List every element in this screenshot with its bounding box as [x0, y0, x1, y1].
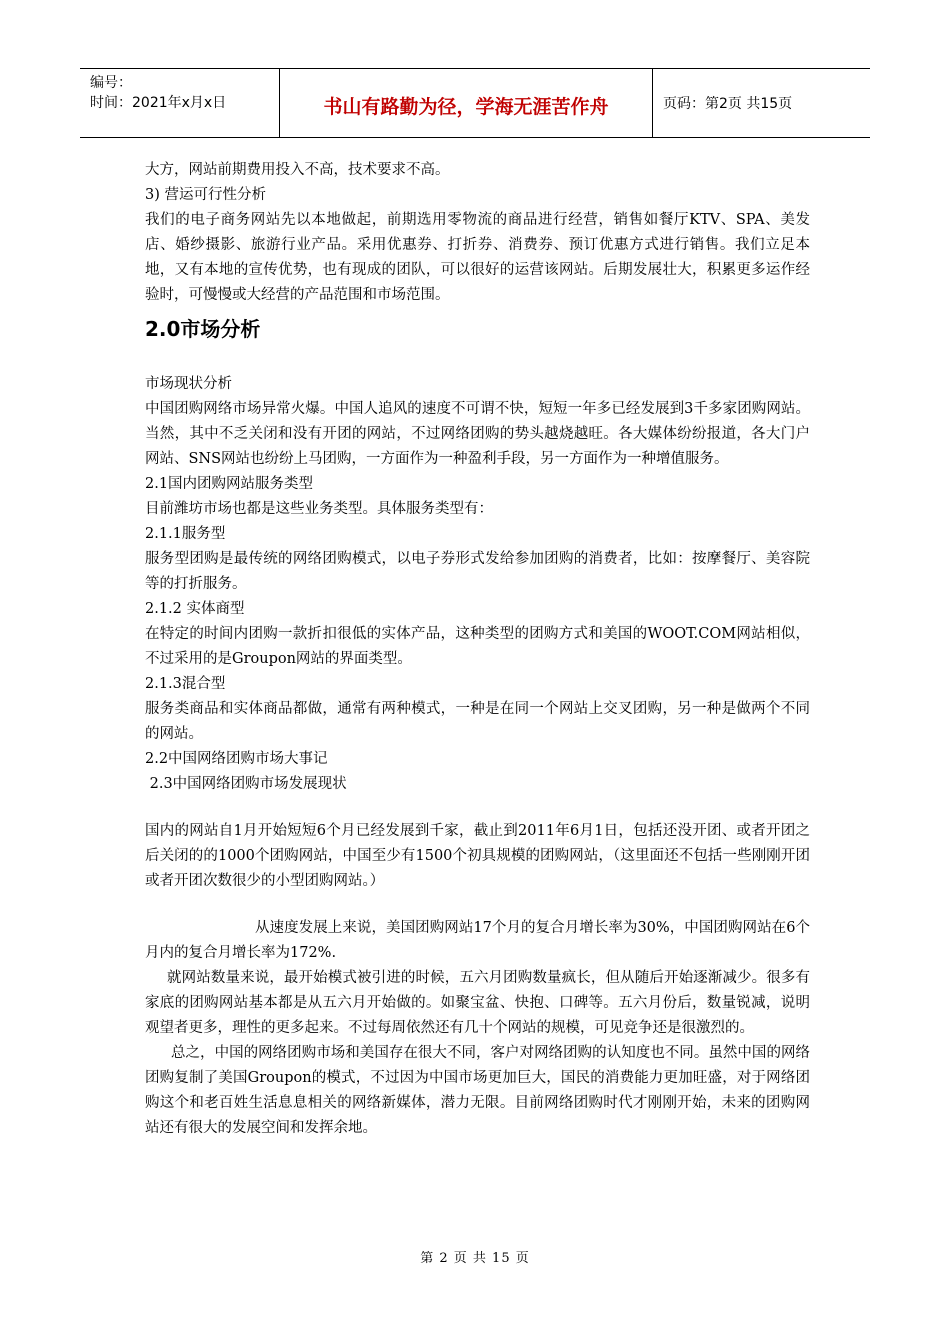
paragraph: 服务类商品和实体商品都做，通常有两种模式，一种是在同一个网站上交叉团购，另一种是做两个不同的网站。	[145, 701, 810, 742]
document-header	[80, 68, 870, 138]
header-motto: 书山有路勤为径，学海无涯苦作舟	[280, 69, 653, 137]
paragraph: 服务型团购是最传统的网络团购模式，以电子券形式发给参加团购的消费者，比如：按摩餐厅、美容院等的打折服务。	[145, 551, 810, 592]
section-subheading: 2.2中国网络团购市场大事记	[145, 751, 328, 767]
section-subheading: 2.1国内团购网站服务类型	[145, 476, 314, 492]
paragraph: 中国团购网络市场异常火爆。中国人追风的速度不可谓不快，短短一年多已经发展到3千多家团购网站。当然，其中不乏关闭和没有开团的网站，不过网络团购的势头越烧越旺。各大媒体纷纷报道，各大门户网站、SNS网站也纷纷上马团购，一方面作为一种盈利手段，另一方面作为一种增值服务。	[145, 401, 810, 467]
paragraph: 大方，网站前期费用投入不高，技术要求不高。	[145, 162, 450, 178]
header-page-info: 页码：第2页 共15页	[663, 96, 793, 112]
section-subheading: 2.1.3混合型	[145, 676, 226, 692]
page-footer: 第 2 页 共 15 页	[420, 1251, 530, 1266]
number-label: 编号：	[90, 75, 132, 91]
paragraph: 就网站数量来说，最开始模式被引进的时候，五六月团购数量疯长，但从随后开始逐渐减少。很多有家底的团购网站基本都是从五六月开始做的。如聚宝盆、快抱、口碑等。五六月份后，数量锐减，说明观望者更多，理性的更多起来。不过每周依然还有几十个网站的规模，可见竞争还是很激烈的。	[145, 970, 810, 1036]
document-body	[145, 158, 810, 1141]
section-subheading: 2.3中国网络团购市场发展现状	[145, 776, 347, 792]
paragraph: 我们的电子商务网站先以本地做起，前期选用零物流的商品进行经营，销售如餐厅KTV、SPA、美发店、婚纱摄影、旅游行业产品。采用优惠券、打折券、消费券、预订优惠方式进行销售。我们立足本地，又有本地的宣传优势，也有现成的团队，可以很好的运营该网站。后期发展壮大，积累更多运作经验时，可慢慢或大经营的产品范围和市场范围。	[145, 212, 810, 303]
spacer	[145, 894, 810, 916]
section-subheading: 3) 营运可行性分析	[145, 187, 266, 203]
spacer	[145, 797, 810, 819]
header-meta-cell	[80, 69, 280, 137]
paragraph: 目前潍坊市场也都是这些业务类型。具体服务类型有：	[145, 501, 493, 517]
section-subheading: 2.1.2 实体商型	[145, 601, 245, 617]
paragraph: 总之，中国的网络团购市场和美国存在很大不同，客户对网络团购的认知度也不同。虽然中国的网络团购复制了美国Groupon的模式，不过因为中国市场更加巨大，国民的消费能力更加旺盛，对于网络团购这个和老百姓生活息息相关的网络新媒体，潜力无限。目前网络团购时代才刚刚开始，未来的团购网站还有很大的发展空间和发挥余地。	[145, 1045, 810, 1136]
paragraph: 在特定的时间内团购一款折扣很低的实体产品，这种类型的团购方式和美国的WOOT.COM网站相似，不过采用的是Groupon网站的界面类型。	[145, 626, 810, 667]
section-heading: 2.0市场分析	[145, 317, 261, 341]
section-subheading: 市场现状分析	[145, 376, 232, 392]
paragraph: 国内的网站自1月开始短短6个月已经发展到千家，截止到2011年6月1日，包括还没开团、或者开团之后关闭的的1000个团购网站，中国至少有1500个初具规模的团购网站，（这里面还不包括一些刚刚开团或者开团次数很少的小型团购网站。）	[145, 823, 810, 889]
date-label: 时间：2021年x月x日	[90, 95, 227, 111]
paragraph: 从速度发展上来说，美国团购网站17个月的复合月增长率为30%，中国团购网站在6个月内的复合月增长率为172%.	[145, 920, 810, 961]
section-subheading: 2.1.1服务型	[145, 526, 226, 542]
